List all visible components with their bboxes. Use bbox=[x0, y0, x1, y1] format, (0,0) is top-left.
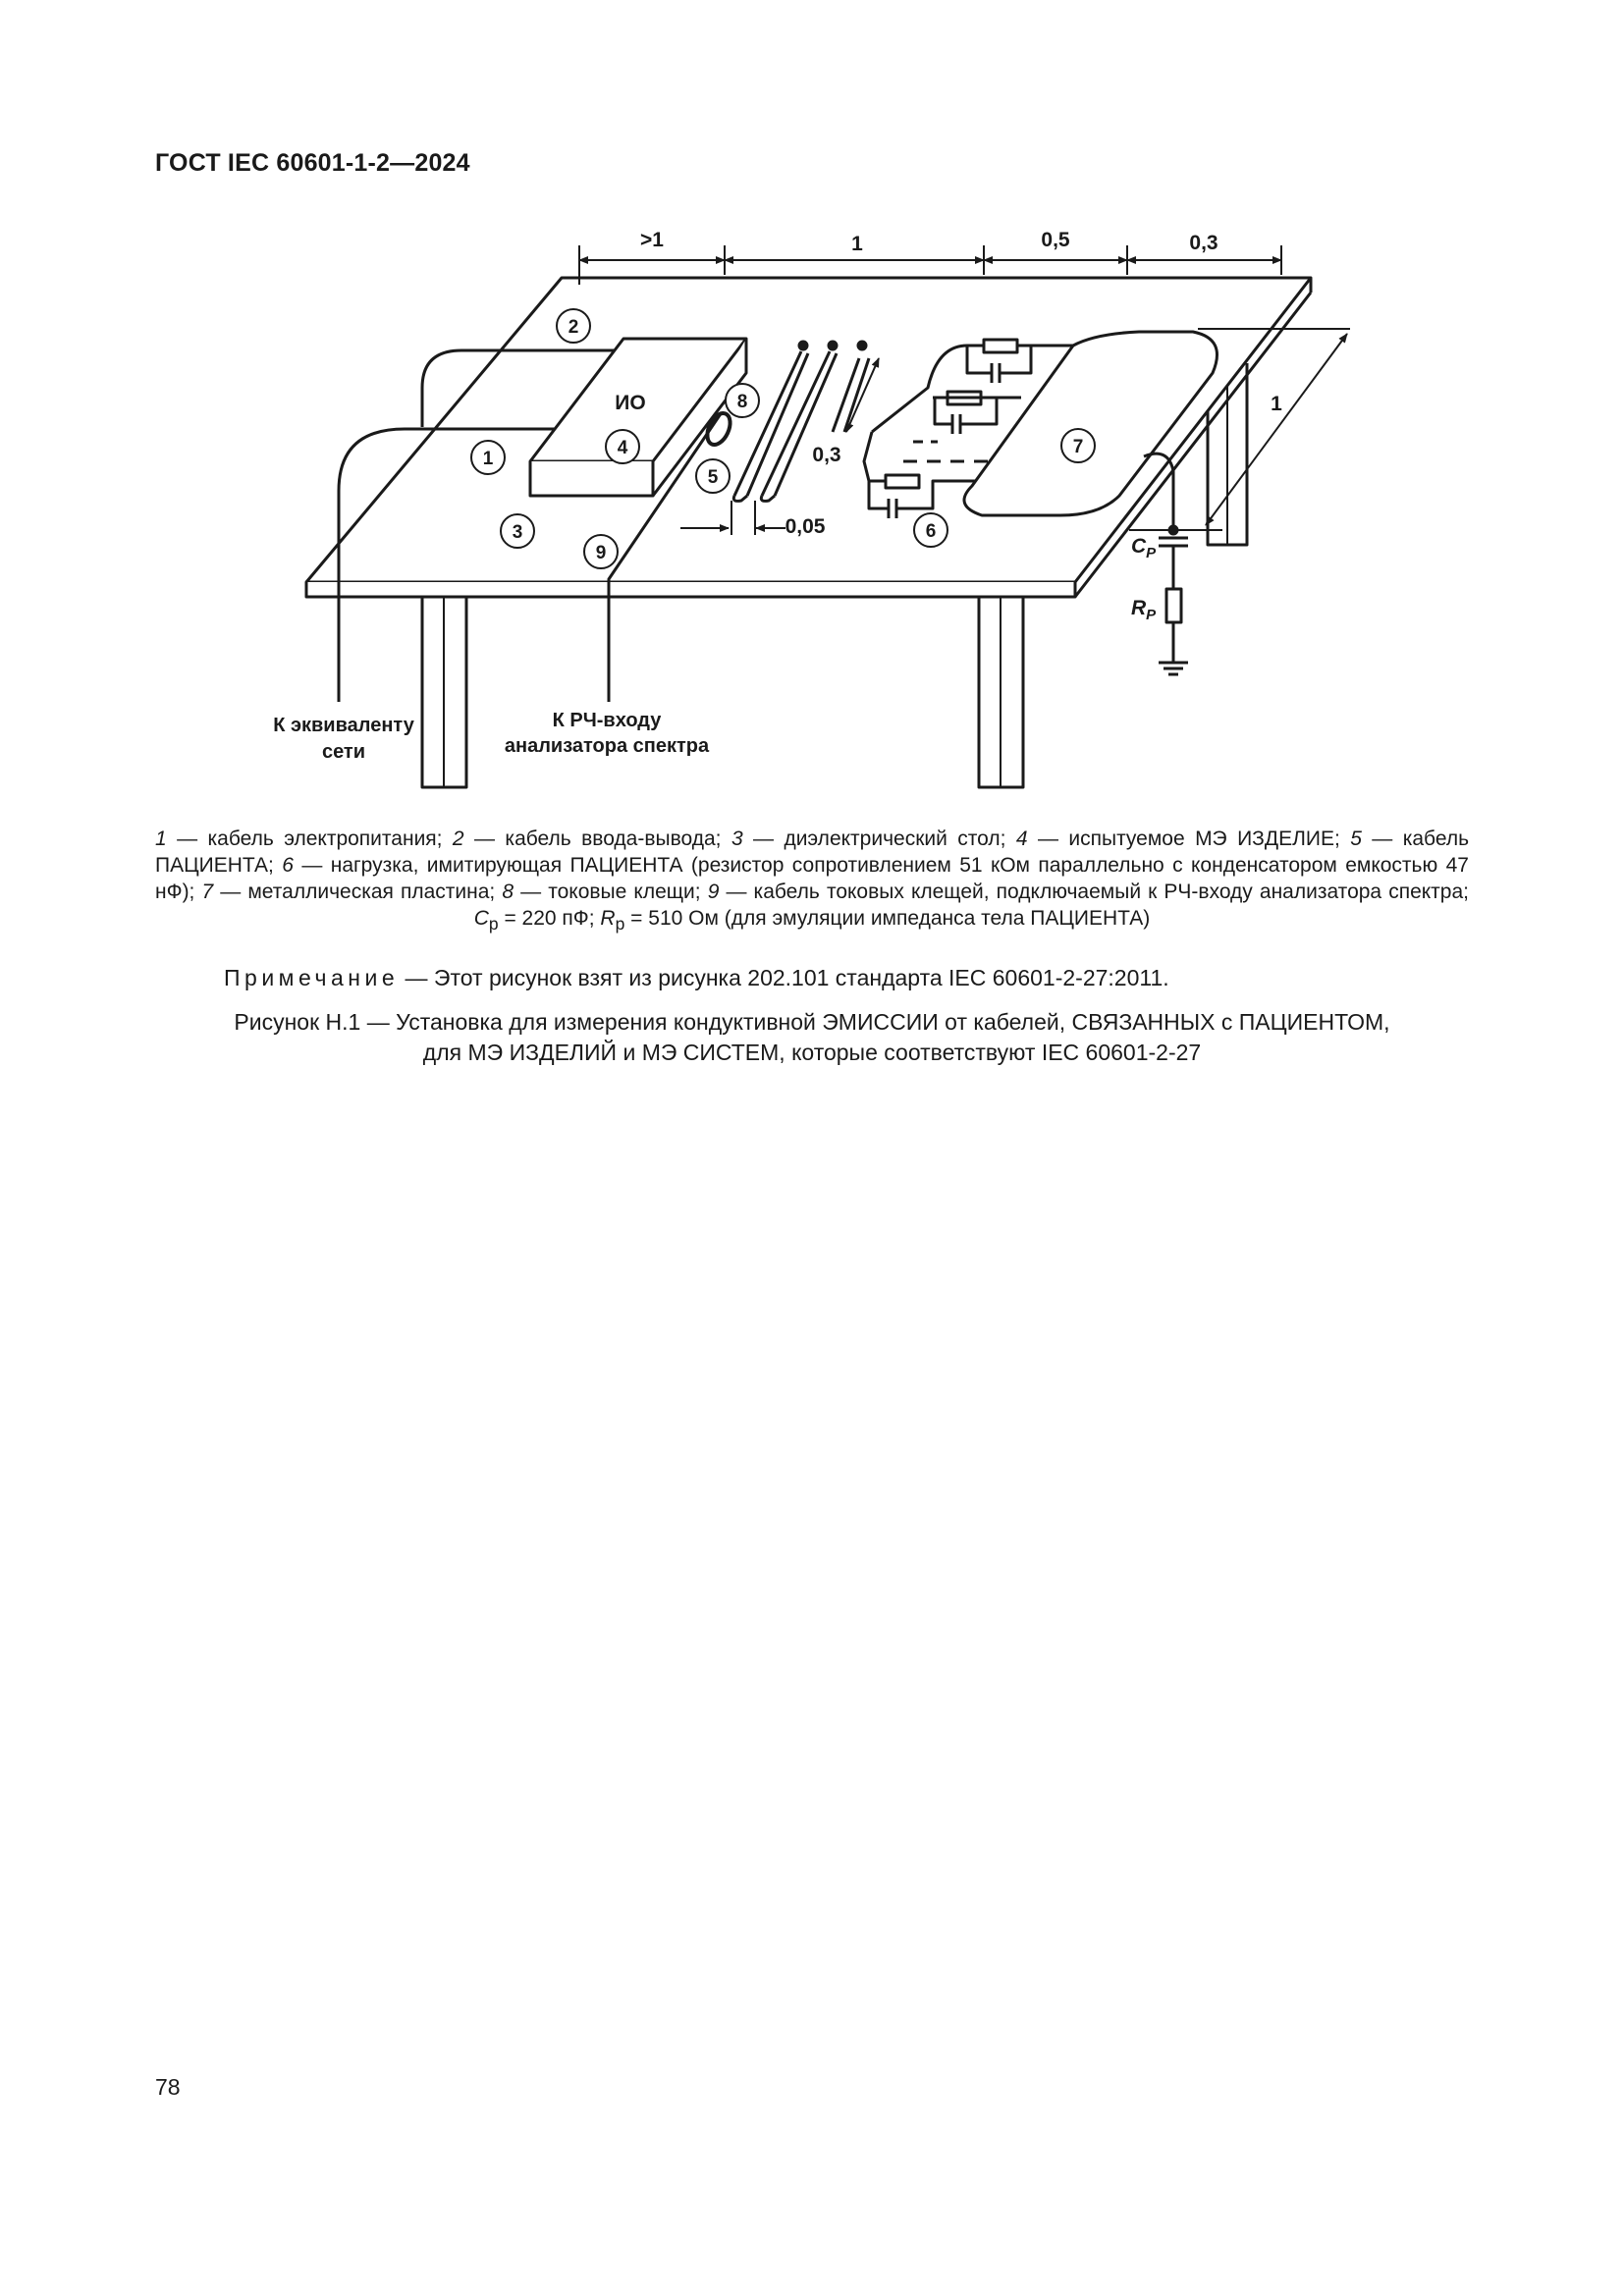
dim-0-5: 0,5 bbox=[1041, 229, 1070, 251]
callout-2: 2 bbox=[568, 317, 579, 338]
dim-spacing-0-05: 0,05 bbox=[785, 515, 826, 538]
note-text: — Этот рисунок взят из рисунка 202.101 стандарта IEC 60601-2-27:2011. bbox=[399, 965, 1169, 990]
caption-line-1: Рисунок Н.1 — Установка для измерения кондуктивной ЭМИССИИ от кабелей, СВЯЗАННЫХ с ПАЦИЕНТОМ, bbox=[234, 1009, 1390, 1035]
dim-1: 1 bbox=[851, 233, 863, 255]
figure-caption bbox=[155, 1007, 1469, 1068]
callout-7: 7 bbox=[1072, 437, 1084, 457]
page-number: 78 bbox=[155, 2074, 181, 2100]
figure-note bbox=[224, 963, 1481, 992]
callout-5: 5 bbox=[707, 467, 719, 488]
dim-gap-0-3: 0,3 bbox=[812, 444, 841, 466]
callout-4: 4 bbox=[617, 438, 628, 458]
rp-label: $R_P$ bbox=[1131, 597, 1157, 623]
analyzer-label-line1: К РЧ-входу bbox=[552, 710, 662, 731]
note-keyword: Примечание bbox=[224, 965, 400, 990]
dim-side-1: 1 bbox=[1271, 393, 1282, 415]
document-header: ГОСТ IEC 60601-1-2—2024 bbox=[155, 149, 470, 177]
callout-6: 6 bbox=[925, 521, 937, 542]
figure-legend: 1 — кабель электропитания; 2 — кабель ввода-вывода; 3 — диэлектрический стол; 4 — испытуемое МЭ ИЗДЕЛИЕ; 5 — кабель ПАЦИЕНТА; 6 — нагрузка, имитирующая ПАЦИЕНТА (резистор сопротивлением 51 кОм параллельно с конденсатором емкостью 47 нФ); 7 — металлическая пластина; 8 — токовые клещи; 9 — кабель токовых клещей, подключаемый к РЧ-входу анализатора спектра; $C_p = 220$ пФ; $R_p = 510$ Ом (для эмуляции импеданса тела ПАЦИЕНТА) bbox=[155, 828, 1470, 934]
caption-line-2: для МЭ ИЗДЕЛИЙ и МЭ СИСТЕМ, которые соответствуют IEC 60601-2-27 bbox=[422, 1040, 1202, 1065]
callout-1: 1 bbox=[482, 449, 494, 469]
eut-label: ИО bbox=[615, 392, 646, 414]
test-setup-figure bbox=[0, 196, 1624, 825]
mains-label-line2: сети bbox=[321, 741, 366, 763]
dim-more-than-1: >1 bbox=[640, 229, 664, 251]
mains-label-line1: К эквиваленту bbox=[273, 715, 414, 736]
dim-0-3: 0,3 bbox=[1189, 232, 1218, 254]
cp-label: $C_P$ bbox=[1131, 535, 1157, 561]
analyzer-label-line2: анализатора спектра bbox=[504, 735, 710, 757]
callout-8: 8 bbox=[736, 392, 748, 412]
callout-9: 9 bbox=[595, 543, 607, 563]
callout-3: 3 bbox=[512, 522, 523, 543]
